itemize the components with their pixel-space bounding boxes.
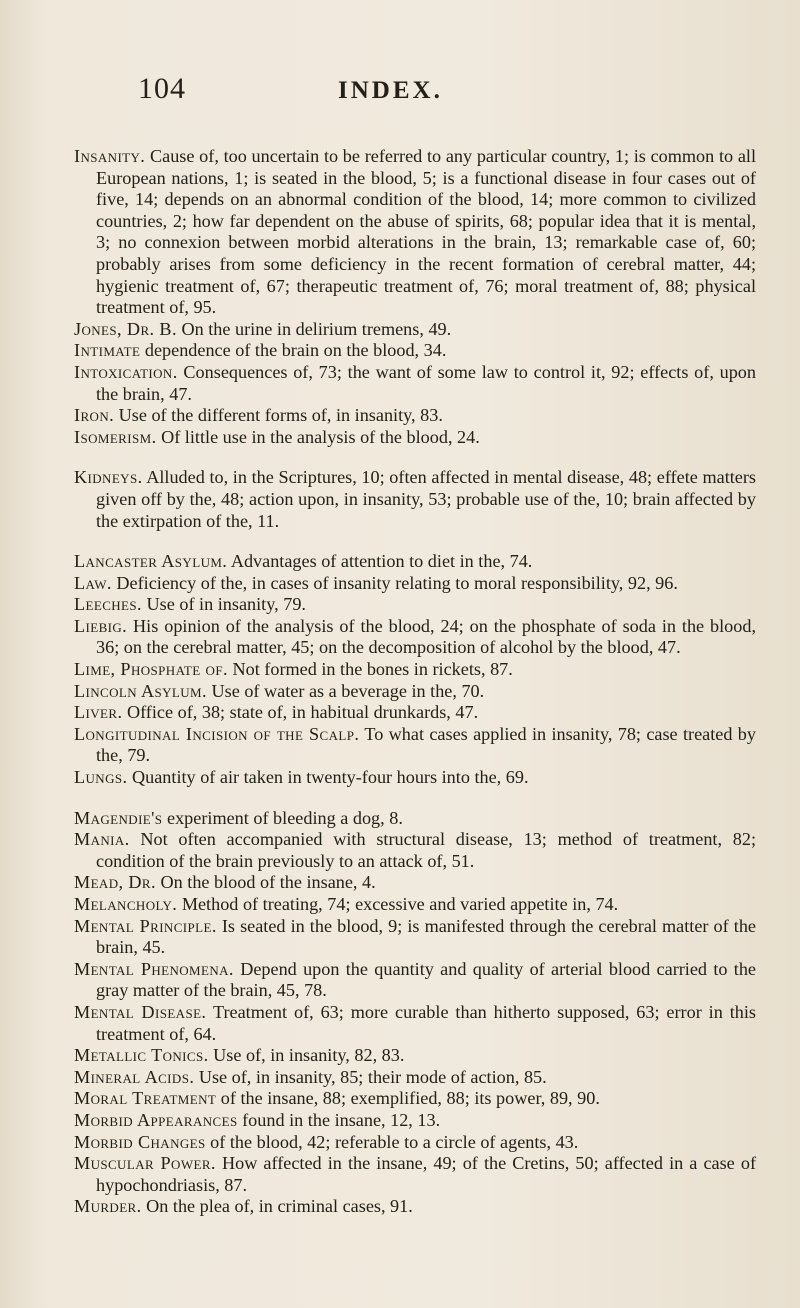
entry-headword: Mental Phenomena. <box>74 958 234 979</box>
entry-headword: Kidneys. <box>74 467 143 488</box>
entry-headword: Lime, Phosphate of. <box>74 659 228 680</box>
entry-text: Advantages of attention to diet in the, 74. <box>230 551 533 572</box>
entry-text: Quantity of air taken in twenty-four hours into the, 69. <box>132 767 529 788</box>
running-header <box>138 72 756 112</box>
entry-text: Is seated in the blood, 9; is manifested through the cerebral matter of the brain, 45. <box>96 915 756 958</box>
index-section <box>74 146 756 448</box>
index-entry <box>74 405 756 427</box>
index-entry <box>74 959 756 1002</box>
index-entry <box>74 1132 756 1154</box>
index-entry <box>74 340 756 362</box>
entry-text: To what cases applied in insanity, 78; case treated by the, 79. <box>96 723 756 766</box>
entry-headword: Leeches. <box>74 594 142 615</box>
index-entry <box>74 1045 756 1067</box>
entry-headword: Insanity. <box>74 146 146 166</box>
entry-text: Use of water as a beverage in the, 70. <box>211 680 485 701</box>
entry-headword: Moral Treatment <box>74 1088 217 1109</box>
index-entry <box>74 767 756 789</box>
entry-text: On the plea of, in criminal cases, 91. <box>146 1196 413 1217</box>
running-title: INDEX. <box>338 77 443 104</box>
index-entry <box>74 916 756 959</box>
entry-headword: Lungs. <box>74 767 128 788</box>
index-entry <box>74 616 756 659</box>
entry-text: On the blood of the insane, 4. <box>160 872 376 893</box>
entry-text: Alluded to, in the Scriptures, 10; often affected in mental disease, 48; effete matters given off by the, 48; action upon, in insanity, 53; probable use of the, 10; brain affected by the extirpation of the, 11. <box>96 467 757 531</box>
entry-text: Method of treating, 74; excessive and varied appetite in, 74. <box>181 894 619 914</box>
index-entry <box>74 681 756 703</box>
index-entry <box>74 1153 756 1196</box>
index-entry <box>74 319 756 341</box>
entry-headword: Lancaster Asylum. <box>74 551 228 572</box>
entry-headword: Jones, Dr. B. <box>74 318 177 339</box>
entry-headword: Mineral Acids. <box>74 1066 195 1087</box>
entry-text: of the insane, 88; exemplified, 88; its power, 89, 90. <box>220 1088 600 1109</box>
entry-text: Deficiency of the, in cases of insanity relating to moral responsibility, 92, 96. <box>116 572 678 593</box>
index-entry <box>74 872 756 894</box>
index-entry <box>74 427 756 449</box>
index-entry <box>74 1088 756 1110</box>
entry-headword: Morbid Appearances <box>74 1109 238 1130</box>
entry-text: Office of, 38; state of, in habitual drunkards, 47. <box>126 702 479 723</box>
entry-text: Use of the different forms of, in insanity, 83. <box>118 405 443 426</box>
index-entry <box>74 551 756 573</box>
entry-text: Use of in insanity, 79. <box>146 594 306 615</box>
entry-headword: Longitudinal Incision of the Scalp. <box>74 723 360 744</box>
entry-headword: Law. <box>74 572 112 593</box>
index-entry <box>74 829 756 872</box>
entry-headword: Morbid Changes <box>74 1131 206 1152</box>
entry-text: Not often accompanied with structural disease, 13; method of treatment, 82; condition of the brain previously to an attack of, 51. <box>96 829 757 871</box>
index-entry <box>74 702 756 724</box>
entry-headword: Mental Disease. <box>74 1001 207 1022</box>
entry-headword: Melancholy. <box>74 894 178 914</box>
entry-headword: Lincoln Asylum. <box>74 680 207 701</box>
index-body <box>74 146 756 1218</box>
index-entry <box>74 362 756 405</box>
entry-headword: Liebig. <box>74 615 128 636</box>
entry-headword: Mania. <box>74 829 130 850</box>
index-entry <box>74 1196 756 1218</box>
entry-text: Treatment of, 63; more curable than hitherto supposed, 63; error in this treatment of, 64. <box>96 1001 757 1044</box>
index-entry <box>74 659 756 681</box>
index-entry <box>74 894 756 916</box>
index-section <box>74 467 756 532</box>
entry-headword: Mead, Dr. <box>74 872 156 893</box>
index-entry <box>74 467 756 532</box>
entry-text: Use of, in insanity, 85; their mode of action, 85. <box>198 1066 547 1087</box>
entry-text: dependence of the brain on the blood, 34. <box>144 340 447 361</box>
index-section <box>74 808 756 1218</box>
entry-headword: Metallic Tonics. <box>74 1045 209 1066</box>
index-entry <box>74 1110 756 1132</box>
index-entry <box>74 594 756 616</box>
entry-text: of the blood, 42; referable to a circle of agents, 43. <box>210 1131 579 1152</box>
entry-text: experiment of bleeding a dog, 8. <box>167 807 403 828</box>
index-entry <box>74 1002 756 1045</box>
entry-headword: Muscular Power. <box>74 1153 216 1174</box>
entry-headword: Liver. <box>74 702 123 723</box>
entry-text: On the urine in delirium tremens, 49. <box>181 318 452 339</box>
index-entry <box>74 573 756 595</box>
entry-text: His opinion of the analysis of the blood, 24; on the phosphate of soda in the blood, 36; on the cerebral matter, 45; on the decomposition of alcohol by the blood, 47. <box>96 615 757 658</box>
index-entry <box>74 146 756 319</box>
entry-text: Cause of, too uncertain to be referred to any particular country, 1; is common to all European nations, 1; is seated in the blood, 5; is a functional disease in four cases out of five, 14; depends on an abnormal condition of the blood, 14; more common to civilized countries, 2; how far dependent on the abuse of spirits, 68; popular idea that it is mental, 3; no connexion between morbid alterations in the brain, 13; remarkable case of, 60; probably arises from some deficiency in the recent formation of cerebral matter, 44; hygienic treatment of, 67; therapeutic treatment of, 76; moral treatment of, 88; physical treatment of, 95. <box>96 146 757 318</box>
index-section <box>74 551 756 789</box>
entry-text: Consequences of, 73; the want of some law to control it, 92; effects of, upon the brain, 47. <box>96 361 756 404</box>
entry-text: Use of, in insanity, 82, 83. <box>213 1045 405 1066</box>
index-entry <box>74 808 756 830</box>
entry-headword: Intimate <box>74 340 141 361</box>
index-entry <box>74 724 756 767</box>
entry-headword: Iron. <box>74 405 115 426</box>
page-number: 104 <box>138 72 186 105</box>
entry-headword: Magendie's <box>74 807 163 828</box>
entry-headword: Intoxication. <box>74 361 178 382</box>
index-entry <box>74 1067 756 1089</box>
entry-text: found in the insane, 12, 13. <box>242 1109 441 1130</box>
entry-headword: Mental Principle. <box>74 915 217 936</box>
entry-text: How affected in the insane, 49; of the Cretins, 50; affected in a case of hypochondriasis, 87. <box>96 1153 756 1195</box>
entry-headword: Isomerism. <box>74 426 157 447</box>
entry-text: Depend upon the quantity and quality of arterial blood carried to the gray matter of the brain, 45, 78. <box>96 958 757 1001</box>
entry-text: Of little use in the analysis of the blood, 24. <box>161 426 480 447</box>
entry-text: Not formed in the bones in rickets, 87. <box>232 659 513 680</box>
entry-headword: Murder. <box>74 1196 142 1217</box>
